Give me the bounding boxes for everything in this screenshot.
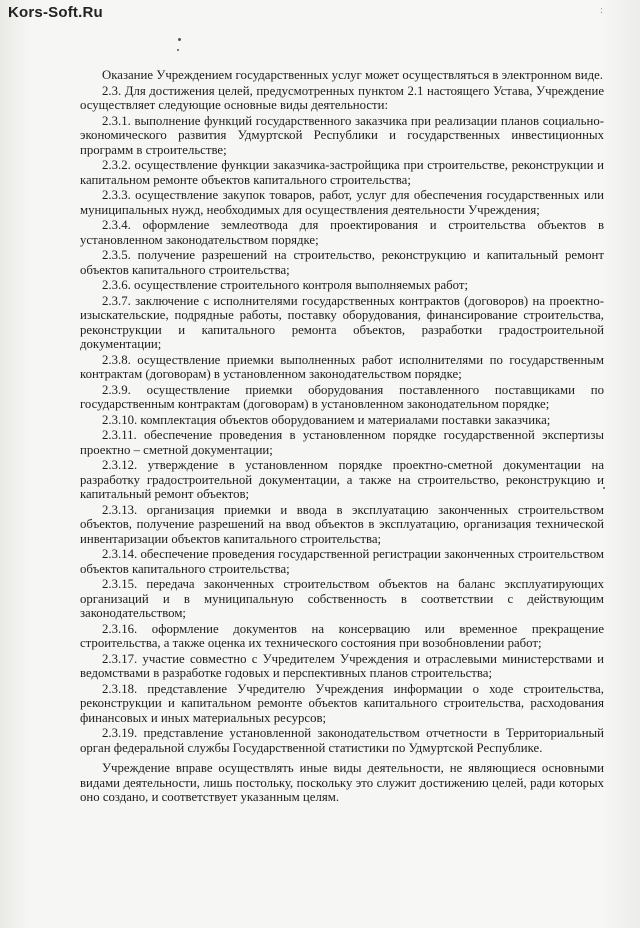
paragraph: 2.3.1. выполнение функций государственного заказчика при реализации планов социально-экономического развития Удмуртской Республики и государственных инвестиционных программ в строительстве; [80,113,604,157]
paragraph: 2.3.19. представление установленной законодательством отчетности в Территориальный орган федеральной службы Государственной статистики по Удмуртской Республике. [80,726,604,755]
corner-mark: : [600,4,604,16]
paragraph: 2.3.10. комплектация объектов оборудованием и материалами поставки заказчика; [102,412,551,427]
paragraph: 2.3.16. оформление документов на консервацию или временное прекращение строительства, а также оценка их технического состояния при возобновлении работ; [80,621,604,650]
paragraph: 2.3.6. осуществление строительного контроля выполняемых работ; [102,278,469,292]
paragraph: 2.3.18. представление Учредителю Учреждения информации о ходе строительства, реконструкции и капитальном ремонте объектов капитального строительства, расходования финансовых и иных материальных ресурсов; [80,681,604,725]
paragraph: Учреждение вправе осуществлять иные виды деятельности, не являющиеся основными видами деятельности, лишь постольку, поскольку это служит достижению целей, ради которых оно создано, и соответствует указанным целям. [80,761,604,804]
site-watermark: Kors-Soft.Ru [8,4,103,21]
paragraph: 2.3.3. осуществление закупок товаров, работ, услуг для обеспечения государственных или муниципальных нужд, необходимых для осуществления деятельности Учреждения; [80,188,604,217]
paragraph: 2.3.2. осуществление функции заказчика-застройщика при строительстве, реконструкции и капитальном ремонте объектов капитального строительства; [80,158,604,187]
paragraph: 2.3.5. получение разрешений на строительство, реконструкцию и капитальный ремонт объектов капитального строительства; [80,248,604,277]
paragraph: 2.3.7. заключение с исполнителями государственных контрактов (договоров) на проектно-изыскательские, подрядные работы, поставку оборудования, финансирование строительства, реконструкции и капитального ремонта объектов, разработки градостроительной документации; [80,293,604,351]
paragraph: 2.3.4. оформление землеотвода для проектирования и строительства объектов в установленном законодательством порядке; [80,218,604,247]
scan-speck [177,49,179,51]
paragraph: 2.3.12. утверждение в установленном порядке проектно-сметной документации на разработку градостроительной документации, а также на строительство, реконструкцию и капитальный ремонт объектов; [80,458,604,501]
paragraph: 2.3.8. осуществление приемки выполненных работ исполнителями по государственным контрактам (договорам) в установленном законодательством порядке; [80,352,604,381]
paragraph: 2.3.15. передача законченных строительством объектов на баланс эксплуатирующих организаций и в муниципальную собственность в соответствии с действующим законодательством; [80,577,604,620]
paragraph: 2.3. Для достижения целей, предусмотренных пунктом 2.1 настоящего Устава, Учреждение осуществляет следующие основные виды деятельности: [80,83,604,112]
paragraph: Оказание Учреждением государственных услуг может осуществляться в электронном виде. [102,68,604,82]
paragraph: 2.3.9. осуществление приемки оборудования поставленного поставщиками по государственным контрактам (договорам) в установленном законодательном порядке; [80,382,604,411]
paragraph: 2.3.13. организация приемки и ввода в эксплуатацию законченных строительством объектов, получение разрешений на ввод объектов в эксплуатацию, организация технической инвентаризации объектов капитального строительства; [80,502,604,546]
paragraph: 2.3.11. обеспечение проведения в установленном порядке государственной экспертизы проектно – сметной документации; [80,428,604,457]
paragraph: 2.3.17. участие совместно с Учредителем Учреждения и отраслевыми министерствами и ведомствами в разработке годовых и перспективных планов строительства; [80,651,604,680]
paragraph: 2.3.14. обеспечение проведения государственной регистрации законченных строительством объектов капитального строительства; [80,547,604,576]
scan-speck [178,38,181,41]
document-body [80,68,604,806]
